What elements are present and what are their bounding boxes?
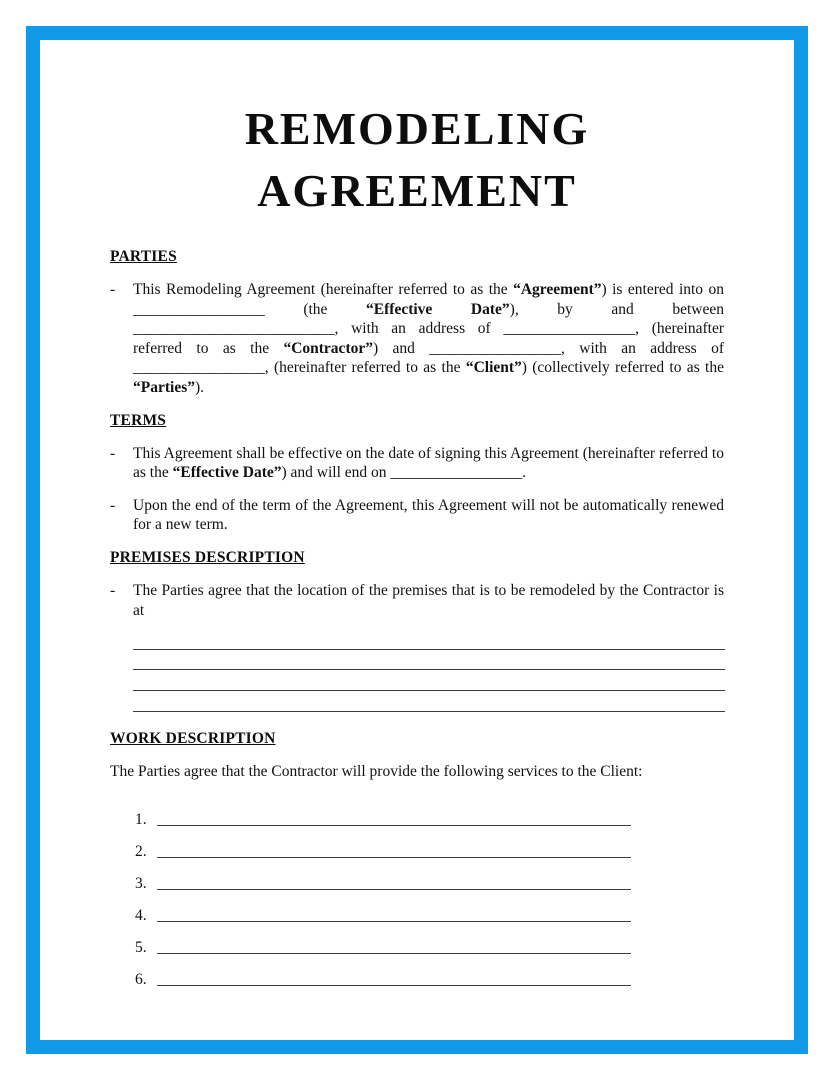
work-item-number: 6. <box>135 970 147 988</box>
terms-clause-effective <box>110 444 724 483</box>
work-item-1 <box>135 797 724 829</box>
premises-fill-line-3[interactable] <box>133 670 725 691</box>
work-item-number: 4. <box>135 906 147 924</box>
premises-fill-line-4[interactable] <box>133 691 725 712</box>
title-line-1: REMODELING <box>244 103 590 154</box>
terms-clause-effective-text: This Agreement shall be effective on the date of signing this Agreement (hereinafter referred to as the “Effective Date”) and will end on _________________. <box>133 444 724 482</box>
title-line-2: AGREEMENT <box>257 165 577 216</box>
document-title <box>110 98 724 222</box>
work-item-fill-line[interactable] <box>157 889 631 890</box>
bullet-dash: - <box>110 281 116 298</box>
premises-fill-line-1[interactable] <box>133 629 725 650</box>
work-item-number: 3. <box>135 874 147 892</box>
parties-heading: PARTIES <box>110 248 177 265</box>
premises-clause <box>110 581 724 620</box>
work-item-fill-line[interactable] <box>157 857 631 858</box>
premises-address-lines <box>133 629 724 711</box>
work-item-4 <box>135 893 724 925</box>
work-item-fill-line[interactable] <box>157 985 631 986</box>
work-item-2 <box>135 829 724 861</box>
terms-clause-renewal-text: Upon the end of the term of the Agreement, this Agreement will not be automatically renewed for a new term. <box>133 496 724 534</box>
bullet-dash: - <box>110 581 116 599</box>
premises-heading: PREMISES DESCRIPTION <box>110 548 305 566</box>
work-intro-text: The Parties agree that the Contractor will provide the following services to the Client: <box>110 762 643 780</box>
document-content <box>40 40 794 1040</box>
work-item-3 <box>135 861 724 893</box>
parties-clause-text: This Remodeling Agreement (hereinafter referred to as the “Agreement”) is entered into on _________________ (the “Effective Date”), by and between __________________________, with an address of _________________, (hereinafter referred to as the “Contractor”) and _________________, with an address of _________________, (hereinafter referred to as the “Client”) (collectively referred to as the “Parties”). <box>133 281 724 396</box>
bullet-dash: - <box>110 496 116 514</box>
work-item-5 <box>135 925 724 957</box>
work-services-list <box>110 797 724 989</box>
work-item-fill-line[interactable] <box>157 825 631 826</box>
bullet-dash: - <box>110 444 116 462</box>
work-item-number: 2. <box>135 842 147 860</box>
terms-heading: TERMS <box>110 411 167 429</box>
terms-clause-renewal <box>110 496 724 535</box>
premises-clause-text: The Parties agree that the location of the premises that is to be remodeled by the Contractor is at <box>133 581 724 619</box>
premises-fill-line-2[interactable] <box>133 650 725 671</box>
work-item-number: 1. <box>135 810 147 828</box>
work-item-fill-line[interactable] <box>157 953 631 954</box>
parties-clause <box>110 280 724 398</box>
work-item-6 <box>135 957 724 989</box>
work-item-number: 5. <box>135 938 147 956</box>
work-item-fill-line[interactable] <box>157 921 631 922</box>
work-heading: WORK DESCRIPTION <box>110 729 276 747</box>
